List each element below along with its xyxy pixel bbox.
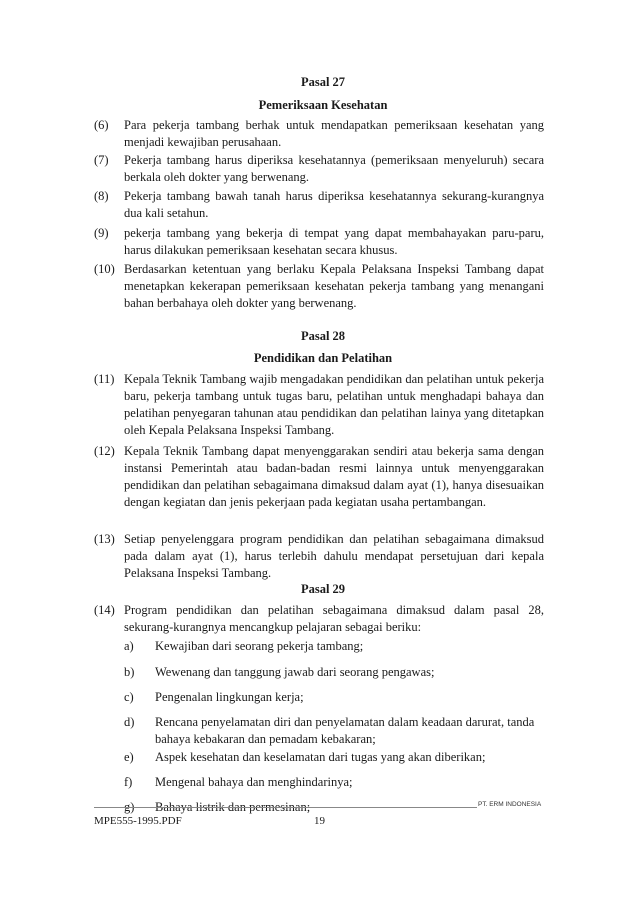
paragraph-text: Kepala Teknik Tambang wajib mengadakan pendidikan dan pelatihan untuk pekerja baru, pekerja tambang untuk tugas baru, pelatihan untuk menghadapi bahaya dan pelatihan penyegaran tahunan atau pendidikan dan pelatihan lainya yang ditetapkan oleh Kepala Pelaksana Inspeksi Tambang. — [124, 372, 544, 437]
list-item-d — [124, 714, 544, 748]
paragraph-text: Setiap penyelenggara program pendidikan dan pelatihan sebagaimana dimaksud pada dalam ayat (1), harus terlebih dahulu mendapat persetujuan dari kepala Pelaksana Inspeksi Tambang. — [124, 532, 544, 580]
list-item-b — [124, 664, 544, 681]
list-item-e — [124, 749, 544, 766]
list-item-a — [124, 638, 544, 655]
paragraph-number: (10) — [94, 262, 115, 276]
list-item-text: Aspek kesehatan dan keselamatan dari tugas yang akan diberikan; — [155, 750, 486, 764]
paragraph-13 — [94, 531, 544, 582]
paragraph-text: Berdasarkan ketentuan yang berlaku Kepala Pelaksana Inspeksi Tambang dapat menetapkan kekerapan pemeriksaan kesehatan pekerja tambang yang menangani bahan berbahaya oleh dokter yang berwenang. — [124, 262, 544, 310]
paragraph-text: Pekerja tambang bawah tanah harus diperiksa kesehatannya sekurang-kurangnya dua kali setahun. — [124, 189, 544, 220]
page-number: 19 — [314, 815, 325, 827]
paragraph-text: Pekerja tambang harus diperiksa kesehatannya (pemeriksaan menyeluruh) secara berkala oleh dokter yang berwenang. — [124, 153, 544, 184]
list-item-text: Pengenalan lingkungan kerja; — [155, 690, 304, 704]
pasal-28-title: Pasal 28 — [300, 329, 346, 343]
list-item-text: Wewenang dan tanggung jawab dari seorang pengawas; — [155, 665, 435, 679]
paragraph-number: (14) — [94, 603, 115, 617]
pasal-28-subtitle: Pendidikan dan Pelatihan — [253, 351, 393, 365]
paragraph-8 — [94, 188, 544, 222]
paragraph-6 — [94, 117, 544, 151]
footer-filename: MPE555-1995.PDF — [94, 815, 182, 827]
paragraph-9 — [94, 225, 544, 259]
footer-divider — [94, 807, 477, 808]
paragraph-7 — [94, 152, 544, 186]
paragraph-text: Kepala Teknik Tambang dapat menyenggarakan sendiri atau bekerja sama dengan instansi Pemerintah atau badan-badan resmi lainnya untuk menyenggarakan pendidikan dan pelatihan sebagaimana dimaksud dalam ayat (1), hanya disesuaikan dengan kegiatan dan jenis pekerjaan pada kegiatan usaha pertambangan. — [124, 444, 544, 509]
list-item-text: Kewajiban dari seorang pekerja tambang; — [155, 639, 364, 653]
list-item-f — [124, 774, 544, 791]
paragraph-12 — [94, 443, 544, 511]
pasal-27-subtitle: Pemeriksaan Kesehatan — [258, 98, 388, 112]
paragraph-number: (6) — [94, 118, 109, 132]
paragraph-text: Para pekerja tambang berhak untuk mendapatkan pemeriksaan kesehatan yang menjadi kewajiban perusahaan. — [124, 118, 544, 149]
list-item-letter: g) — [124, 800, 135, 814]
list-item-text: Rencana penyelamatan diri dan penyelamatan dalam keadaan darurat, tanda bahaya kebakaran dan pemadam kebakaran; — [155, 715, 535, 746]
paragraph-10 — [94, 261, 544, 312]
paragraph-text: pekerja tambang yang bekerja di tempat yang dapat membahayakan paru-paru, harus dilakukan pemeriksaan kesehatan secara khusus. — [124, 226, 544, 257]
paragraph-text: Program pendidikan dan pelatihan sebagaimana dimaksud dalam pasal 28, sekurang-kurangnya mencangkup pelajaran sebagai beriku: — [124, 603, 544, 634]
paragraph-11 — [94, 371, 544, 439]
list-item-c — [124, 689, 544, 706]
paragraph-number: (11) — [94, 372, 115, 386]
list-item-letter: e) — [124, 750, 134, 764]
paragraph-number: (8) — [94, 189, 109, 203]
list-item-text: Bahaya listrik dan permesinan; — [155, 800, 311, 814]
paragraph-number: (9) — [94, 226, 109, 240]
pasal-29-title: Pasal 29 — [300, 582, 346, 596]
list-item-letter: d) — [124, 715, 135, 729]
list-item-letter: f) — [124, 775, 133, 789]
list-item-letter: b) — [124, 665, 135, 679]
footer-company: PT. ERM INDONESIA — [478, 801, 542, 808]
paragraph-number: (13) — [94, 532, 115, 546]
list-item-text: Mengenal bahaya dan menghindarinya; — [155, 775, 353, 789]
paragraph-number: (12) — [94, 444, 115, 458]
paragraph-number: (7) — [94, 153, 109, 167]
pasal-27-title: Pasal 27 — [300, 75, 346, 89]
paragraph-14 — [94, 602, 544, 636]
list-item-letter: c) — [124, 690, 134, 704]
list-item-letter: a) — [124, 639, 134, 653]
